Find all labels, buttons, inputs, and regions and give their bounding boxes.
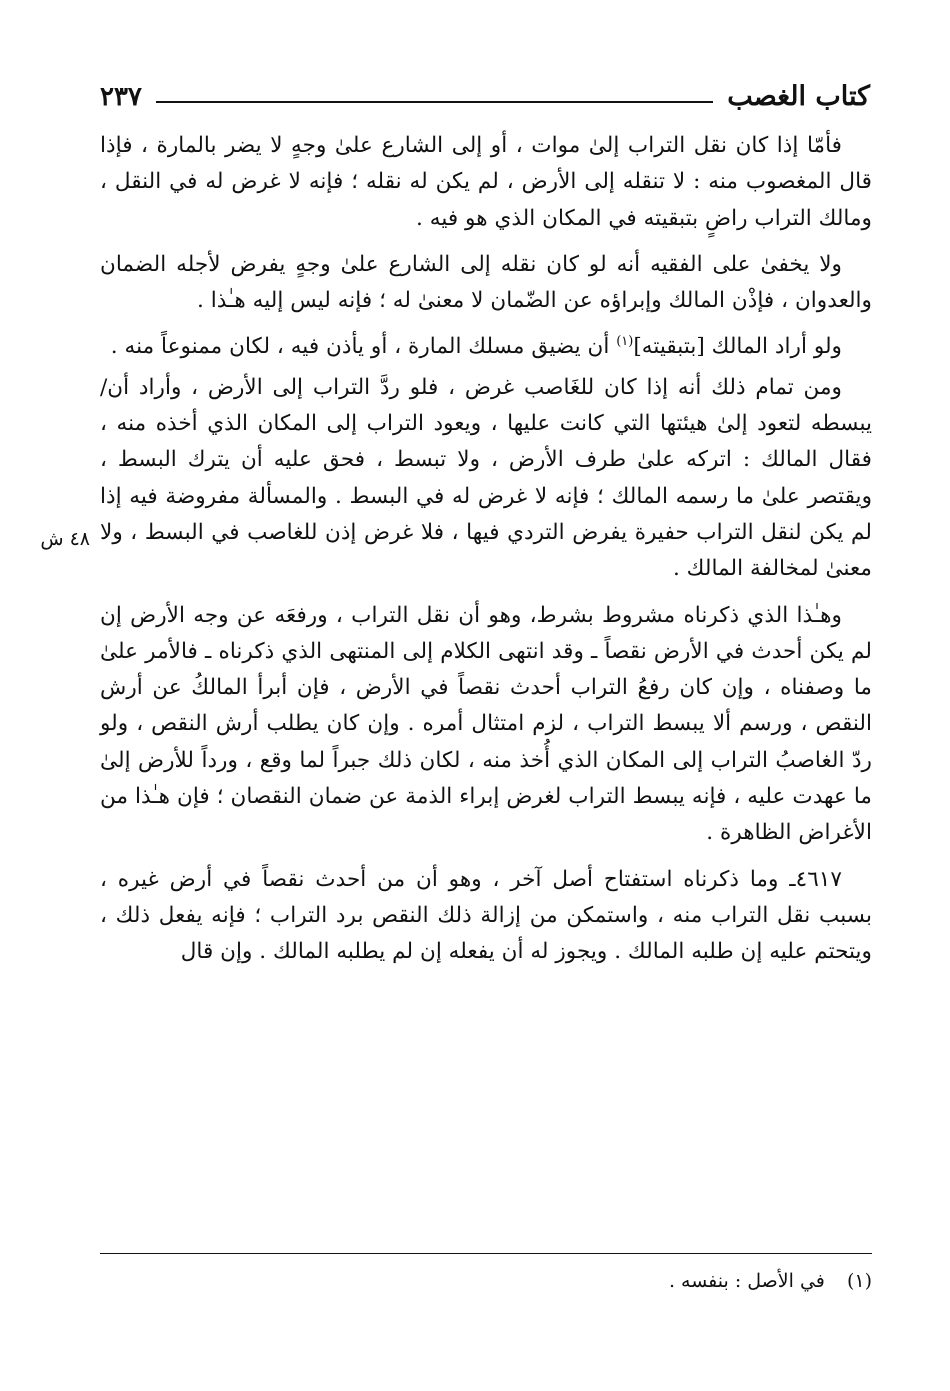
paragraph-with-footnote	[100, 329, 872, 365]
footnote	[100, 1270, 872, 1292]
paragraph: ولا يخفىٰ على الفقيه أنه لو كان نقله إلى الشارع علىٰ وجهٍ يفرض لأجله الضمان والعدوان ، فإذْن المالك وإبراؤه عن الضّمان لا معنىٰ له ؛ فإنه ليس إليه هـٰذا .	[100, 251, 872, 314]
footnote-reference[interactable]: (١)	[616, 334, 634, 350]
paragraph-text: ولو أراد المالك [بتبقيته]	[633, 334, 842, 360]
chapter-title: كتاب الغصب	[727, 81, 870, 112]
footnote-text: في الأصل : بنفسه .	[668, 1270, 825, 1292]
footnote-number: (١)	[846, 1270, 872, 1292]
paragraph: وهـٰذا الذي ذكرناه مشروط بشرط، وهو أن نقل التراب ، ورفعَه عن وجه الأرض إن لم يكن أحدث في الأرض نقصاً ـ وقد انتهى الكلام إلى المنتهى الذي ذكرناه ـ فالأمر علىٰ ما وصفناه ، وإن كان رفعُ التراب أحدث نقصاً في الأرض ، فإن أبرأ المالكُ عن أرش النقص ، ورسم ألا يبسط التراب ، لزم امتثال أمره . وإن كان يطلب أرش النقص ، ولو ردّ الغاصبُ التراب إلى المكان الذي أُخذ منه ، لكان ذلك جبراً لما وقع ، ورداً للأرض إلىٰ ما عهدت عليه ، فإنه يبسط التراب لغرض إبراء الذمة عن ضمان النقصان ؛ فإن هـٰذا من الأغراض الظاهرة .	[100, 602, 872, 846]
paragraph: ومن تمام ذلك أنه إذا كان للغَاصب غرض ، فلو ردَّ التراب إلى الأرض ، وأراد أن/ يبسطه لتعود إلىٰ هيئتها التي كانت عليها ، ويعود التراب إلى المكان الذي أخذه منه ، فقال المالك : اتركه علىٰ طرف الأرض ، ولا تبسط ، فحق عليه أن يترك البسط ، ويقتصر علىٰ ما رسمه المالك ؛ فإنه لا غرض له في البسط . والمسألة مفروضة فيه إذا لم يكن لنقل التراب حفيرة يفرض التردي فيها ، فلا غرض إذن للغاصب في البسط ، ولا معنىٰ لمخالفة المالك .	[100, 374, 872, 582]
header-rule	[156, 101, 713, 103]
page-number: ٢٣٧	[100, 82, 142, 112]
footnote-divider	[100, 1253, 872, 1254]
paragraph: ٤٦١٧ـ وما ذكرناه استفتاح أصل آخر ، وهو أن من أحدث نقصاً في أرض غيره ، بسبب نقل التراب منه ، واستمكن من إزالة ذلك النقص برد التراب ؛ فإنه يفعل ذلك ، ويتحتم عليه إن طلبه المالك . ويجوز له أن يفعله إن لم يطلبه المالك . وإن قال	[100, 866, 872, 965]
body-text	[100, 128, 872, 981]
margin-note: ٤٨ ش	[40, 528, 90, 550]
running-header	[100, 72, 870, 112]
paragraph-text: أن يضيق مسلك المارة ، أو يأذن فيه ، لكان ممنوعاً منه .	[110, 334, 617, 360]
paragraph: فأمّا إذا كان نقل التراب إلىٰ موات ، أو إلى الشارع علىٰ وجهٍ لا يضر بالمارة ، فإذا قال المغصوب منه : لا تنقله إلى الأرض ، لم يكن له نقله ؛ فإنه لا غرض له في النقل ، ومالك التراب راضٍ بتبقيته في المكان الذي هو فيه .	[100, 133, 872, 231]
